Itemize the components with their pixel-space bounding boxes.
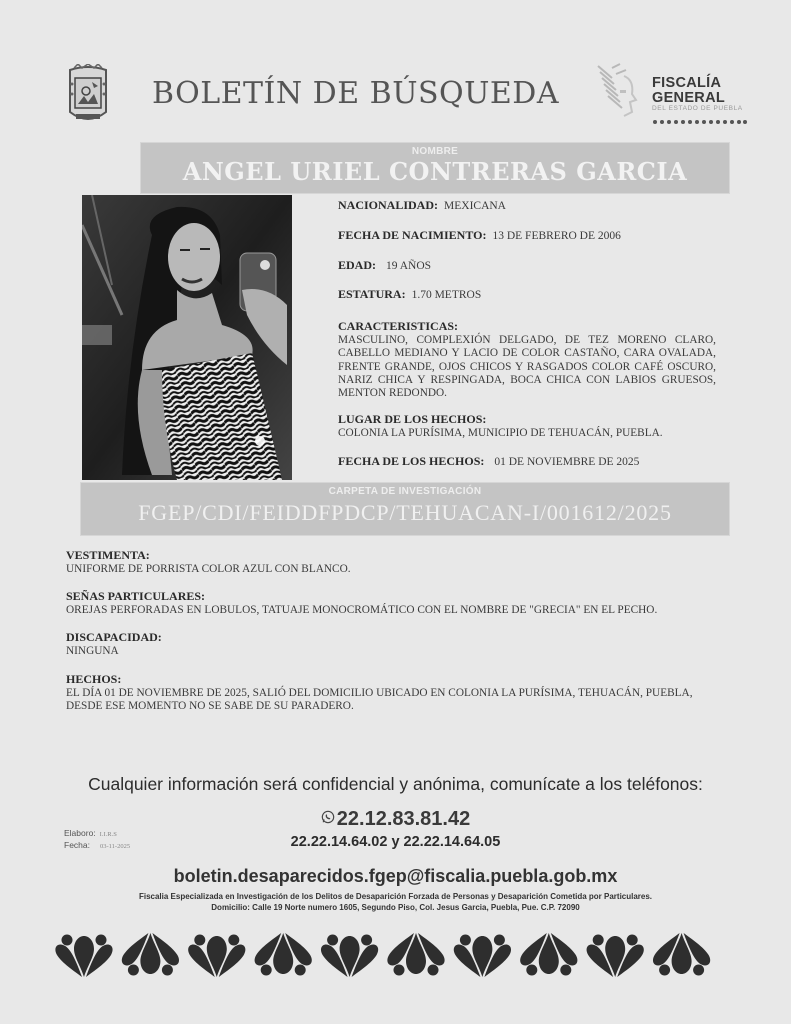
birth-date-label: FECHA DE NACIMIENTO: (338, 227, 487, 242)
clothing-label: VESTIMENTA: (66, 548, 150, 562)
phone-main-link[interactable]: 22.12.83.81.42 (336, 808, 471, 830)
contact-intro: Cualquier información será confidencial y anónima, comunícate a los teléfonos: (88, 774, 703, 794)
phone-alt-numbers[interactable]: 22.22.14.64.02 y 22.22.14.64.05 (290, 834, 501, 850)
ornament-dot (327, 935, 338, 946)
ornament-motif-up (255, 933, 312, 976)
state-coat-of-arms-icon (64, 64, 112, 128)
ornament-dot (394, 965, 405, 976)
ornament-dot (128, 965, 139, 976)
decorative-ornament-border (54, 931, 718, 979)
age-row (338, 258, 716, 274)
contact-email-link[interactable]: boletin.desaparecidos.fgep@fiscalia.puebla.gob.mx (173, 866, 618, 886)
characteristics-block (338, 319, 716, 400)
ornament-dot (460, 935, 471, 946)
case-file-label: CARPETA DE INVESTIGACIÓN (328, 486, 482, 497)
agency-footer (0, 892, 791, 914)
page-title: BOLETÍN DE BÚSQUEDA (152, 76, 560, 111)
ornament-dot (162, 965, 173, 976)
height-row (338, 287, 716, 303)
ornament-dot (560, 965, 571, 976)
fecha-label: Fecha: (64, 839, 90, 850)
disability-block (66, 630, 726, 658)
logo-pattern-icon (652, 119, 748, 125)
ornament-dot (693, 965, 704, 976)
ornament-dot (295, 965, 306, 976)
additional-info (66, 548, 726, 726)
ornament-motif-down (55, 935, 112, 978)
ornament-dot (228, 935, 239, 946)
nationality-label: NACIONALIDAD: (338, 198, 439, 212)
case-file-number: FGEP/CDI/FEIDDFPDCP/TEHUACAN-I/001612/2025 (138, 500, 672, 525)
fiscalia-general-logo (652, 76, 748, 129)
facts-block (66, 672, 726, 713)
case-file-banner (80, 482, 730, 536)
elaboro-label: Elaboro: (64, 828, 96, 838)
marks-label: SEÑAS PARTICULARES: (66, 589, 206, 604)
age-label: EDAD: (338, 257, 376, 272)
nationality-row (338, 198, 716, 214)
agency-name: Fiscalia Especializada en Investigación de los Delitos de Desaparición Forzada de Personas y Desaparición Cometida por Particulares. (138, 892, 653, 901)
characteristics-value: MASCULINO, COMPLEXIÓN DELGADO, DE TEZ MORENO CLARO, CABELLO MEDIANO Y LACIO DE COLOR CASTAÑO, CARA OVALADA, FRENTE GRANDE, OJOS CHICOS Y RASGADOS COLOR CAFÉ OSCURO, NARIZ CHICA Y RESPINGADA, BOCA CHICA CON LABIOS GRUESOS, MENTON REDONDO. (338, 334, 716, 399)
ornament-dot (659, 965, 670, 976)
place-value: COLONIA LA PURÍSIMA, MUNICIPIO DE TEHUACÁN, PUEBLA. (338, 427, 663, 440)
height-label: ESTATURA: (338, 287, 406, 302)
disability-value: NINGUNA (66, 645, 119, 658)
fiscalia-profile-logo-icon (594, 60, 644, 122)
ornament-dot (361, 935, 372, 946)
facts-value: EL DÍA 01 DE NOVIEMBRE DE 2025, SALIÓ DEL DOMICILIO UBICADO EN COLONIA LA PURÍSIMA, TEHUACÁN, PUEBLA, DESDE ESE MOMENTO NO SE SABE DE SU PARADERO. (66, 686, 693, 712)
ornament-motif-down (454, 935, 511, 978)
event-date-row (338, 454, 716, 470)
characteristics-label: CARACTERISTICAS: (338, 319, 459, 334)
event-date-label: FECHA DE LOS HECHOS: (338, 454, 485, 469)
prepared-by-info (64, 828, 130, 852)
place-label: LUGAR DE LOS HECHOS: (338, 412, 487, 427)
ornament-motif-down (188, 935, 245, 978)
ornament-dot (62, 935, 73, 946)
ornament-dot (593, 935, 604, 946)
logo-line-fiscalia: FISCALÍA (652, 75, 722, 91)
missing-person-photo (82, 195, 292, 480)
height-value: 1.70 METROS (411, 289, 482, 302)
name-banner (140, 142, 730, 194)
birth-date-row (338, 228, 716, 244)
event-date-value: 01 DE NOVIEMBRE DE 2025 (494, 456, 640, 469)
marks-block (66, 589, 726, 617)
disability-label: DISCAPACIDAD: (66, 630, 162, 645)
ornament-dot (526, 965, 537, 976)
clothing-value: UNIFORME DE PORRISTA COLOR AZUL CON BLANCO. (66, 563, 351, 575)
ornament-motif-up (387, 933, 444, 976)
clothing-block (66, 548, 726, 576)
whatsapp-icon (321, 810, 335, 824)
agency-address: Domicilio: Calle 19 Norte numero 1605, Segundo Piso, Col. Jesus Garcia, Puebla, Pue. C.P. 72090 (211, 902, 580, 912)
ornament-dot (261, 965, 272, 976)
nationality-value: MEXICANA (444, 200, 506, 212)
ornament-dot (627, 935, 638, 946)
logo-line-general: GENERAL (652, 89, 725, 106)
marks-value: OREJAS PERFORADAS EN LOBULOS, TATUAJE MONOCROMÁTICO CON EL NOMBRE DE "GRECIA" EN EL PECHO. (66, 604, 658, 617)
ornament-dot (494, 935, 505, 946)
ornament-motif-down (587, 935, 644, 978)
ornament-motif-up (653, 933, 710, 976)
facts-label: HECHOS: (66, 671, 122, 686)
ornament-dot (428, 965, 439, 976)
ornament-motif-up (520, 933, 577, 976)
person-name: ANGEL URIEL CONTRERAS GARCIA (182, 157, 688, 186)
ornament-motif-up (122, 933, 179, 976)
elaboro-value: I.I.R.S (99, 831, 117, 838)
ornament-motif-down (321, 935, 378, 978)
name-label: NOMBRE (411, 146, 459, 157)
birth-date-value: 13 DE FEBRERO DE 2006 (492, 229, 621, 242)
fecha-value: 03-11-2025 (100, 842, 131, 850)
person-details (338, 198, 716, 484)
logo-subtitle: DEL ESTADO DE PUEBLA (652, 105, 743, 112)
age-value: 19 AÑOS (386, 259, 432, 272)
place-block (338, 412, 716, 440)
ornament-dot (96, 935, 107, 946)
ornament-dot (194, 935, 205, 946)
